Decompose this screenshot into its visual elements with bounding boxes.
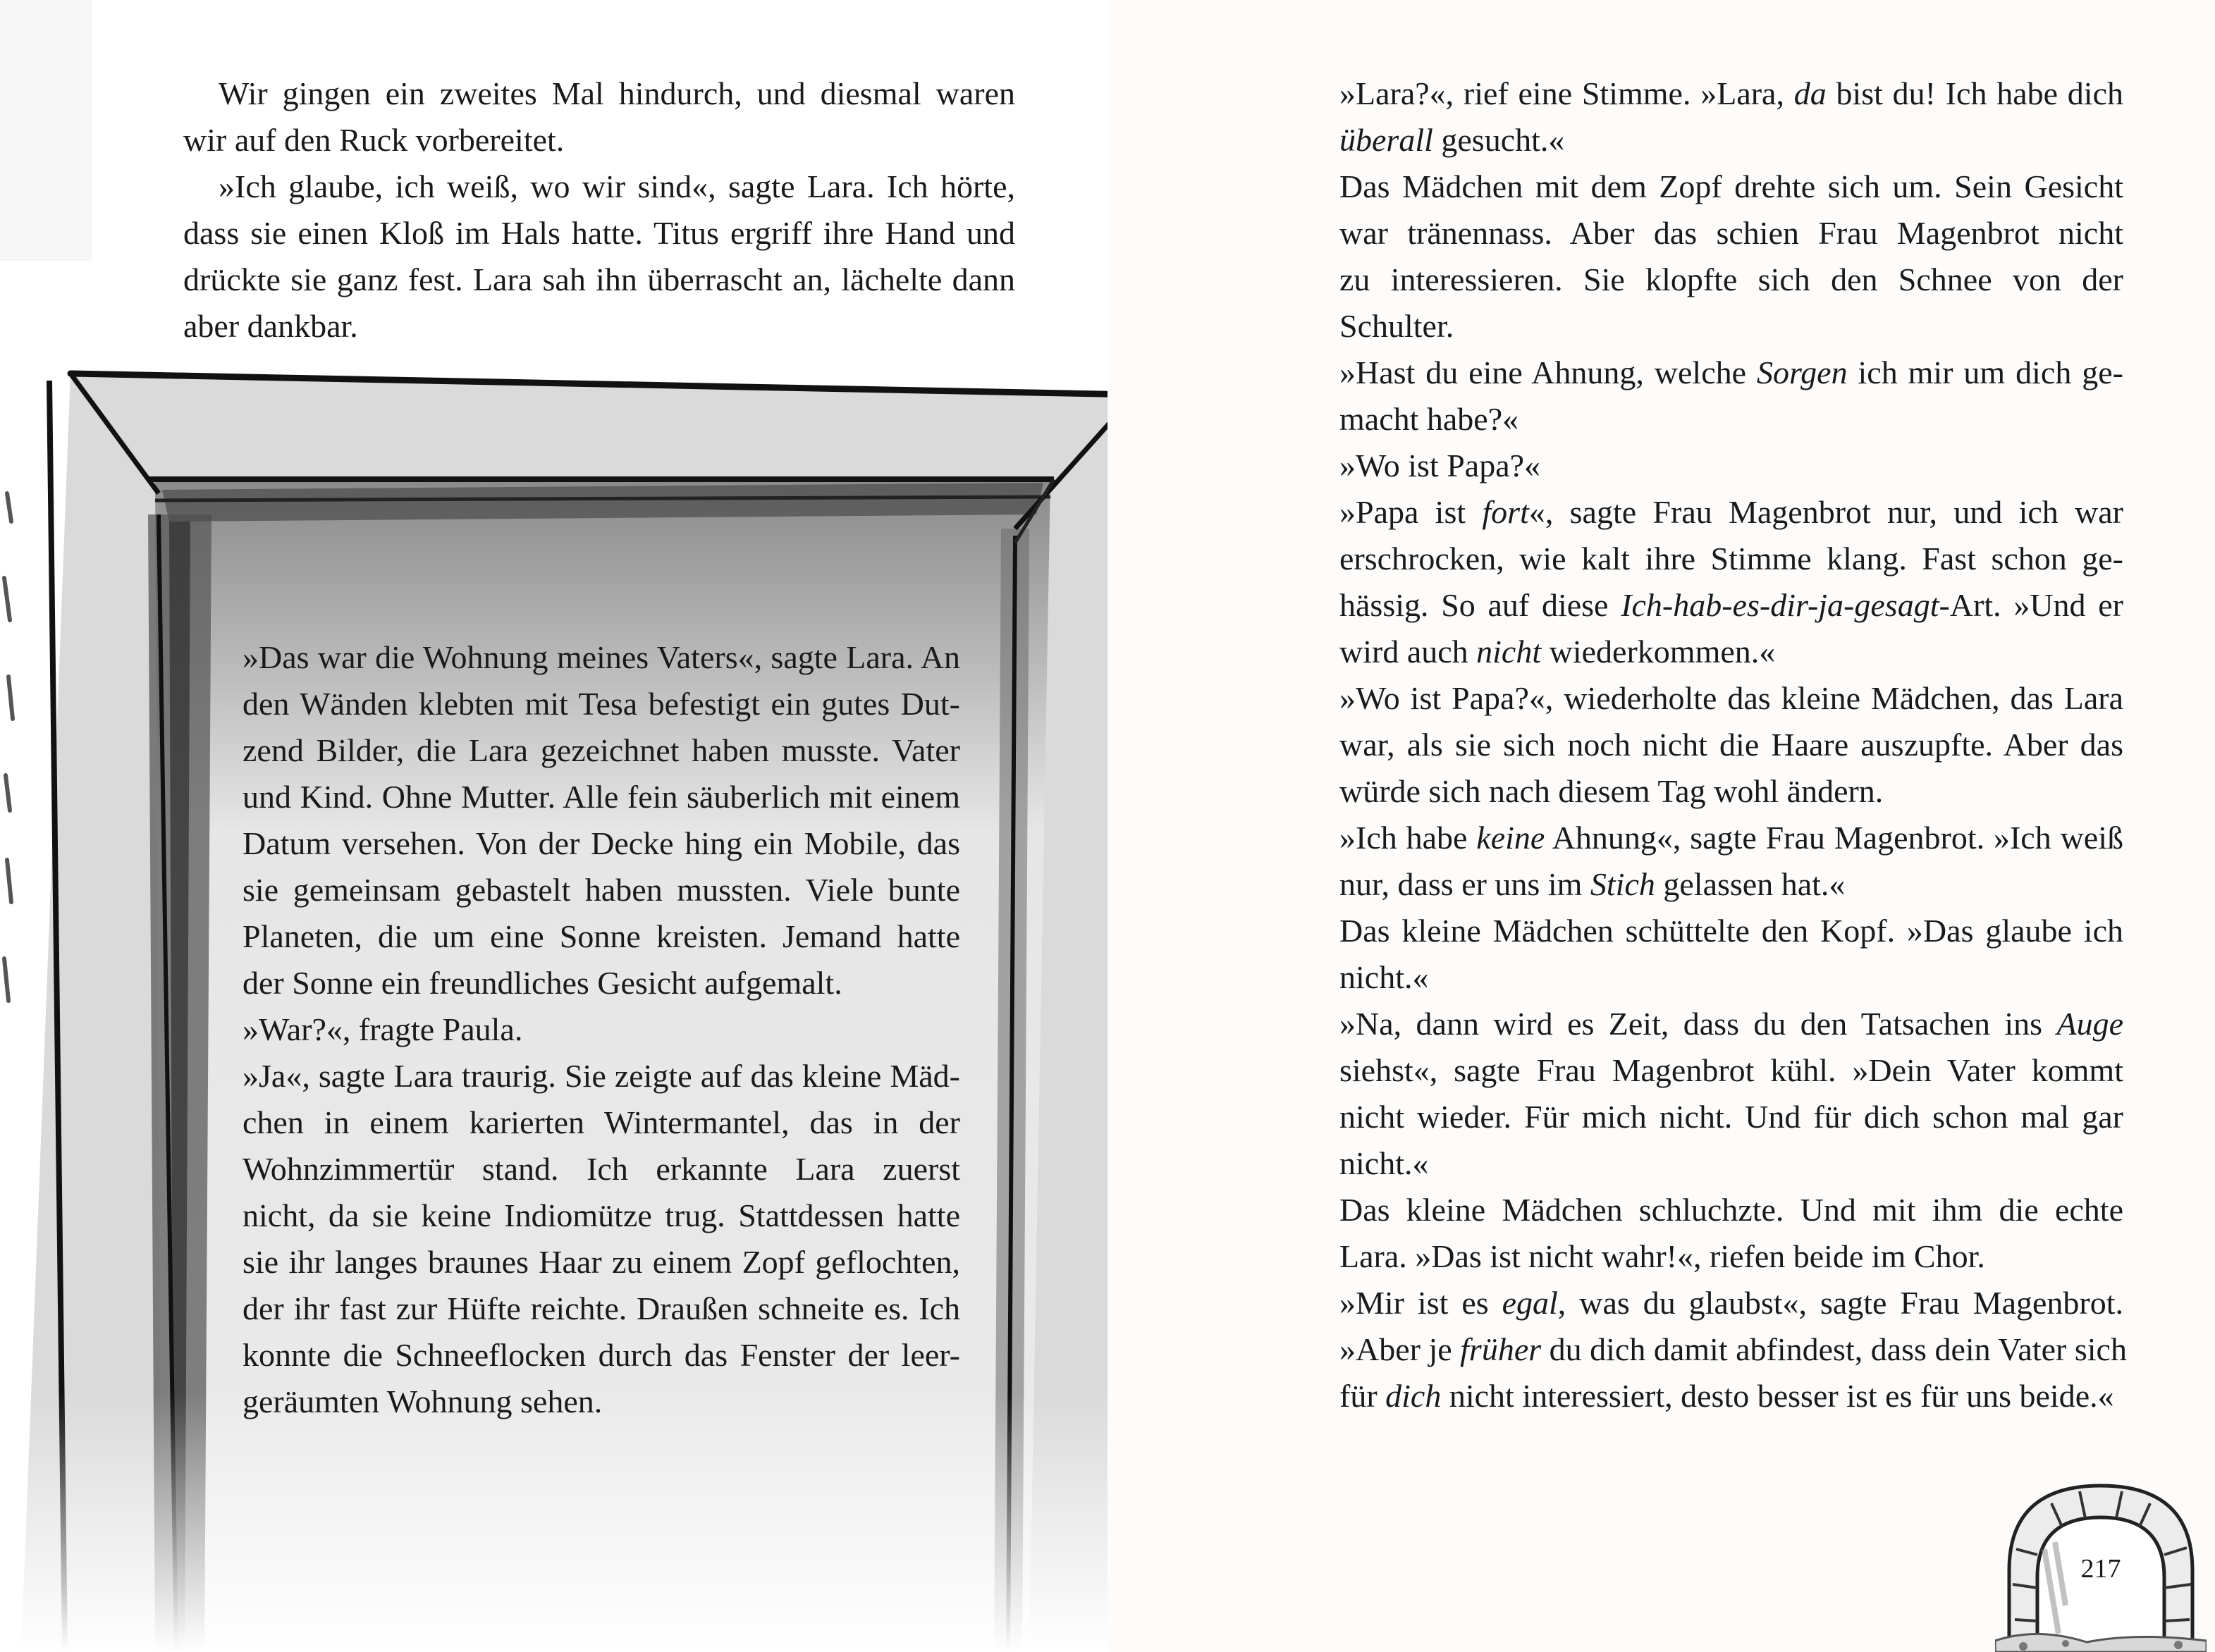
- italic-text: Ich-hab-es-dir-ja-gesagt: [1621, 587, 1939, 623]
- text-line: [1339, 164, 2123, 210]
- text-line: »War?«, fragte Paula.: [243, 1011, 523, 1047]
- text-segment: »Hast du eine Ahnung, welche: [1339, 355, 1757, 390]
- text-segment: wird auch: [1339, 634, 1477, 670]
- text-line: aber dankbar.: [183, 308, 358, 344]
- text-segment: zu interessieren. Sie klopfte sich den Schnee von der: [1339, 261, 2123, 297]
- text-line: [1339, 954, 2123, 1001]
- text-segment: erschrocken, wie kalt ihre Stimme klang. Fast schon ge-: [1339, 541, 2123, 577]
- italic-text: Stich: [1590, 866, 1655, 902]
- italic-text: überall: [1339, 122, 1433, 158]
- text-segment: »Wo ist Papa?«, wiederholte das kleine Mädchen, das Lara: [1339, 680, 2123, 716]
- text-line: »Ich glaube, ich weiß, wo wir sind«, sagte Lara. Ich hörte,: [219, 168, 1015, 204]
- text-segment: »Ich habe: [1339, 820, 1477, 856]
- text-line: und Kind. Ohne Mutter. Alle fein säuberlich mit einem: [243, 779, 960, 815]
- text-segment: Das kleine Mädchen schluchzte. Und mit ihm die echte: [1339, 1192, 2123, 1228]
- text-line: [1339, 1094, 2123, 1140]
- text-segment: für: [1339, 1378, 1386, 1414]
- text-line: [1339, 768, 2123, 815]
- text-line: den Wänden klebten mit Tesa befestigt ein gutes Dut-: [243, 686, 960, 722]
- text-line: [1339, 722, 2123, 768]
- text-segment: du dich damit abfindest, dass dein Vater sich: [1541, 1331, 2127, 1367]
- text-line: [1339, 443, 2123, 489]
- text-line: dass sie einen Kloß im Hals hatte. Titus ergriff ihre Hand und: [183, 215, 1015, 251]
- text-segment: gesucht.«: [1432, 122, 1565, 158]
- text-line: »Ja«, sagte Lara traurig. Sie zeigte auf das kleine Mäd-: [243, 1058, 960, 1094]
- text-line: [1339, 210, 2123, 257]
- text-line: [1339, 117, 2123, 164]
- text-line: [1339, 1140, 2123, 1187]
- text-line: der ihr fast zur Hüfte reichte. Draußen schneite es. Ich: [243, 1290, 960, 1326]
- text-line: geräumten Wohnung sehen.: [243, 1383, 603, 1419]
- text-line: Wohnzimmertür stand. Ich erkannte Lara zuerst: [243, 1151, 960, 1187]
- text-line: der Sonne ein freundliches Gesicht aufgemalt.: [243, 965, 842, 1001]
- text-line: [1339, 489, 2123, 536]
- italic-text: egal: [1502, 1285, 1558, 1321]
- text-line: [1339, 908, 2123, 954]
- text-line: [1339, 1001, 2123, 1047]
- text-line: Planeten, die um eine Sonne kreisten. Jemand hatte: [243, 918, 960, 954]
- text-line: [1339, 582, 2123, 629]
- text-segment: »Papa ist: [1339, 494, 1483, 530]
- text-segment: Das kleine Mädchen schüttelte den Kopf. »Das glaube ich: [1339, 913, 2123, 949]
- text-line: [1339, 1373, 2123, 1419]
- text-line: konnte die Schneeflocken durch das Fenster der leer-: [243, 1337, 960, 1373]
- text-line: [1339, 1047, 2123, 1094]
- text-line: [1339, 536, 2123, 582]
- text-segment: »Na, dann wird es Zeit, dass du den Tatsachen ins: [1339, 1006, 2057, 1042]
- italic-text: keine: [1476, 820, 1545, 856]
- italic-text: dich: [1385, 1378, 1442, 1414]
- text-line: Wir gingen ein zweites Mal hindurch, und diesmal waren: [219, 75, 1015, 111]
- text-segment: »Wo ist Papa?«: [1339, 448, 1541, 483]
- text-segment: nur, dass er uns im: [1339, 866, 1590, 902]
- text-line: [1339, 629, 2123, 675]
- text-segment: nicht.«: [1339, 1145, 1429, 1181]
- text-line: Datum versehen. Von der Decke hing ein Mobile, das: [243, 825, 960, 861]
- text-segment: siehst«, sagte Frau Magenbrot kühl. »Dein Vater kommt: [1339, 1052, 2123, 1088]
- italic-text: da: [1793, 75, 1827, 111]
- text-segment: wiederkommen.«: [1541, 634, 1776, 670]
- page-edge-shadow: [0, 0, 92, 261]
- text-segment: »Mir ist es: [1339, 1285, 1502, 1321]
- text-segment: ich mir um dich ge-: [1847, 355, 2123, 390]
- text-segment: »Lara?«, rief eine Stimme. »Lara,: [1339, 75, 1794, 111]
- italic-text: Sorgen: [1756, 355, 1848, 390]
- text-line: »Das war die Wohnung meines Vaters«, sagte Lara. An: [243, 639, 960, 675]
- text-line: [1339, 1233, 2123, 1280]
- text-segment: bist du! Ich habe dich: [1826, 75, 2123, 111]
- text-segment: Ahnung«, sagte Frau Magenbrot. »Ich weiß: [1545, 820, 2123, 856]
- text-line: [1339, 350, 2123, 396]
- text-segment: nicht wieder. Für mich nicht. Und für dich schon mal gar: [1339, 1099, 2123, 1135]
- text-line: [1339, 675, 2123, 722]
- text-line: [1339, 396, 2123, 443]
- text-line: [1339, 70, 2123, 117]
- text-line: [1339, 815, 2123, 861]
- text-segment: Lara. »Das ist nicht wahr!«, riefen beide im Chor.: [1339, 1238, 1985, 1274]
- text-line: zend Bilder, die Lara gezeichnet haben musste. Vater: [243, 732, 960, 768]
- text-line: [1339, 1187, 2123, 1233]
- text-segment: Schulter.: [1339, 308, 1454, 344]
- text-segment: »Aber je: [1339, 1331, 1461, 1367]
- text-line: [1339, 303, 2123, 350]
- italic-text: nicht: [1476, 634, 1542, 670]
- text-line: nicht, da sie keine Indiomütze trug. Stattdessen hatte: [243, 1197, 960, 1233]
- text-line: drückte sie ganz fest. Lara sah ihn überrascht an, lächelte dann: [183, 261, 1015, 297]
- text-segment: würde sich nach diesem Tag wohl ändern.: [1339, 773, 1884, 809]
- text-segment: nicht.«: [1339, 959, 1429, 995]
- page-number: 217: [2080, 1554, 2121, 1584]
- text-segment: -Art. »Und er: [1939, 587, 2123, 623]
- text-segment: , was du glaubst«, sagte Frau Magenbrot.: [1557, 1285, 2123, 1321]
- text-line: [1339, 861, 2123, 908]
- margin-sketch-marks: [0, 479, 35, 1043]
- text-segment: «, sagte Frau Magenbrot nur, und ich war: [1528, 494, 2123, 530]
- text-segment: war, als sie sich noch nicht die Haare auszupfte. Aber das: [1339, 727, 2123, 763]
- text-line: wir auf den Ruck vorbereitet.: [183, 122, 565, 158]
- text-segment: Das Mädchen mit dem Zopf drehte sich um. Sein Gesicht: [1339, 168, 2123, 204]
- text-line: [1339, 1326, 2127, 1373]
- text-line: [1339, 257, 2123, 303]
- text-segment: nicht interessiert, desto besser ist es für uns beide.«: [1441, 1378, 2114, 1414]
- text-segment: hässig. So auf diese: [1339, 587, 1621, 623]
- italic-text: früher: [1460, 1331, 1542, 1367]
- text-segment: war tränennass. Aber das schien Frau Magenbrot nicht: [1339, 215, 2123, 251]
- italic-text: Auge: [2056, 1006, 2123, 1042]
- text-line: chen in einem karierten Wintermantel, das in der: [243, 1104, 960, 1140]
- text-segment: gelassen hat.«: [1655, 866, 1846, 902]
- text-line: sie gemeinsam gebastelt haben mussten. Viele bunte: [243, 872, 960, 908]
- text-segment: macht habe?«: [1339, 401, 1519, 437]
- text-line: sie ihr langes braunes Haar zu einem Zopf geflochten,: [243, 1244, 960, 1280]
- italic-text: fort: [1482, 494, 1529, 530]
- text-line: [1339, 1280, 2123, 1326]
